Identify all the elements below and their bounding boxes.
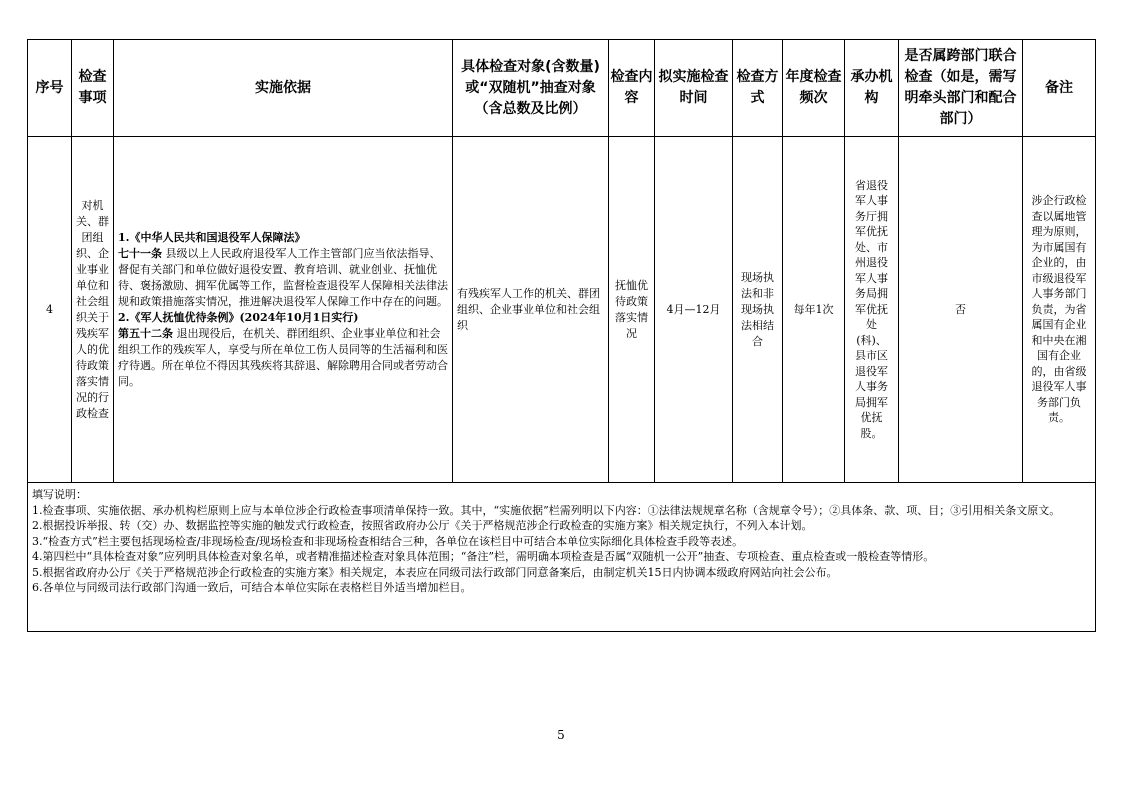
- notes-heading: 填写说明：: [32, 488, 87, 501]
- header-target: 具体检查对象(含数量)或“双随机”抽查对象（含总数及比例）: [453, 40, 609, 137]
- basis-law-1-article: 七十一条: [118, 246, 162, 260]
- basis-law-2-text: 退出现役后，在机关、群团组织、企业事业单位和社会组织工作的残疾军人，享受与所在单位工伤人员同等的生活福利和医疗待遇。所在单位不得因其残疾将其辞退、解除聘用合同或者劳动合同。: [118, 326, 448, 388]
- header-time: 拟实施检查时间: [655, 40, 733, 137]
- header-frequency: 年度检查频次: [783, 40, 845, 137]
- header-joint: 是否属跨部门联合检查（如是，需写明牵头部门和配合部门）: [899, 40, 1023, 137]
- note-item: 3.“检查方式”栏主要包括现场检查/非现场检查/现场检查和非现场检查相结合三种，各单位在该栏目中可结合本单位实际细化具体检查手段等表述。: [32, 534, 744, 548]
- header-content: 检查内容: [609, 40, 655, 137]
- basis-law-2-article: 第五十二条: [118, 326, 173, 340]
- header-basis: 实施依据: [114, 40, 453, 137]
- cell-basis: [114, 137, 453, 483]
- header-org: 承办机构: [845, 40, 899, 137]
- note-item: 4.第四栏中“具体检查对象”应列明具体检查对象名单，或者精准描述检查对象具体范围；“备注”栏，需明确本项检查是否属“双随机一公开”抽查、专项检查、重点检查或一般检查等情形。: [32, 550, 935, 563]
- filling-instructions: [28, 483, 1096, 632]
- cell-content: 抚恤优待政策落实情况: [609, 137, 655, 483]
- header-remark: 备注: [1023, 40, 1096, 137]
- basis-law-2: [118, 310, 448, 390]
- table-row: [28, 137, 1096, 483]
- basis-law-1-text: 县级以上人民政府退役军人工作主管部门应当依法指导、督促有关部门和单位做好退役安置、教育培训、就业创业、抚恤优待、褒扬激励、拥军优属等工作，监督检查退役军人保障相关法律法规和政策措施落实情况，推进解决退役军人保障工作中存在的问题。: [118, 246, 448, 308]
- cell-remark: 涉企行政检查以属地管理为原则，为市属国有企业的，由市级退役军人事务部门负责，为省属国有企业和中央在湘国有企业的，由省级退役军人事务部门负责。: [1023, 137, 1096, 483]
- header-method: 检查方式: [733, 40, 783, 137]
- note-item: 5.根据省政府办公厅《关于严格规范涉企行政检查的实施方案》相关规定，本表应在同级司法行政部门同意备案后，由制定机关15日内协调本级政府网站向社会公布。: [32, 565, 838, 579]
- cell-org: 省退役军人事务厅拥军优抚处、市州退役军人事务局拥军优抚处(科)、县市区退役军人事务局拥军优抚股。: [845, 137, 899, 483]
- header-row: [28, 40, 1096, 137]
- basis-law-1: [118, 230, 448, 310]
- cell-joint: 否: [899, 137, 1023, 483]
- header-serial: 序号: [28, 40, 72, 137]
- basis-law-1-title: 1.《中华人民共和国退役军人保障法》: [118, 230, 306, 244]
- document-page: [27, 39, 1095, 632]
- cell-target: 有残疾军人工作的机关、群团组织、企业事业单位和社会组织: [453, 137, 609, 483]
- cell-frequency: 每年1次: [783, 137, 845, 483]
- notes-row: [28, 483, 1096, 632]
- note-item: 2.根据投诉举报、转（交）办、数据监控等实施的触发式行政检查，按照省政府办公厅《关于严格规范涉企行政检查的实施方案》相关规定执行，不列入本计划。: [32, 519, 813, 532]
- cell-item: 对机关、群团组织、企业事业单位和社会组织关于残疾军人的优待政策落实情况的行政检查: [72, 137, 114, 483]
- cell-method: 现场执法和非现场执法相结合: [733, 137, 783, 483]
- note-item: 1.检查事项、实施依据、承办机构栏原则上应与本单位涉企行政检查事项清单保持一致。其中，“实施依据”栏需列明以下内容：①法律法规规章名称（含规章令号）；②具体条、款、项、目；③引用相关条文原文。: [32, 503, 1061, 517]
- cell-time: 4月—12月: [655, 137, 733, 483]
- page-number: 5: [557, 728, 565, 742]
- inspection-plan-table: [27, 39, 1096, 632]
- basis-law-2-title: 2.《军人抚恤优待条例》(2024年10月1日实行): [118, 310, 359, 324]
- cell-serial: 4: [28, 137, 72, 483]
- note-item: 6.各单位与同级司法行政部门沟通一致后，可结合本单位实际在表格栏目外适当增加栏目。: [32, 581, 472, 594]
- header-item: 检查事项: [72, 40, 114, 137]
